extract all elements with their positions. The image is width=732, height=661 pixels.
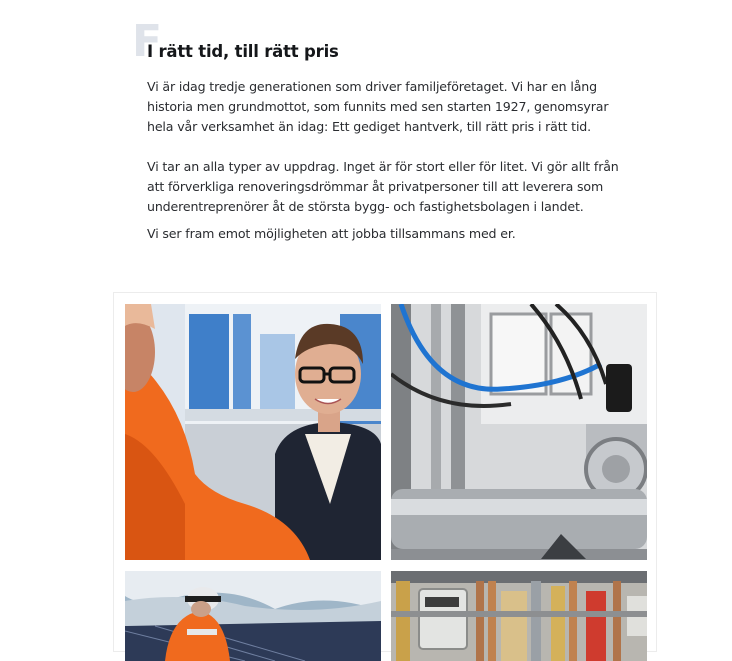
gallery-image-solar[interactable] — [125, 571, 381, 661]
section-heading: I rätt tid, till rätt pris — [147, 42, 339, 61]
gallery-image-pipes[interactable] — [391, 304, 647, 560]
image-gallery — [113, 292, 657, 652]
intro-paragraph-1: Vi är idag tredje generationen som driver familjeföretaget. Vi har en lång historia men grundmottot, som funnits med sen starten 1927, genomsyrar hela vår verksamhet än idag: Ett gediget hantverk, till rätt pris i rätt tid. — [147, 79, 609, 134]
photo-worker-solar-panels — [125, 571, 381, 661]
intro-paragraph-3: Vi ser fram emot möjligheten att jobba tillsammans med er. — [147, 226, 516, 241]
gallery-image-meeting[interactable] — [125, 304, 381, 560]
photo-gas-meters-pipes — [391, 571, 647, 661]
photo-man-talking-to-worker — [125, 304, 381, 560]
intro-text — [147, 77, 632, 244]
intro-paragraph-2: Vi tar an alla typer av uppdrag. Inget är för stort eller för litet. Vi gör allt från att förverkliga renoveringsdrömmar åt privatpersoner till att leverera som underentreprenörer åt de största bygg- och fastighetsbolagen i landet. — [147, 159, 619, 214]
decorative-letter: F — [132, 16, 163, 67]
gallery-image-meters[interactable] — [391, 571, 647, 661]
photo-industrial-pipes — [391, 304, 647, 560]
